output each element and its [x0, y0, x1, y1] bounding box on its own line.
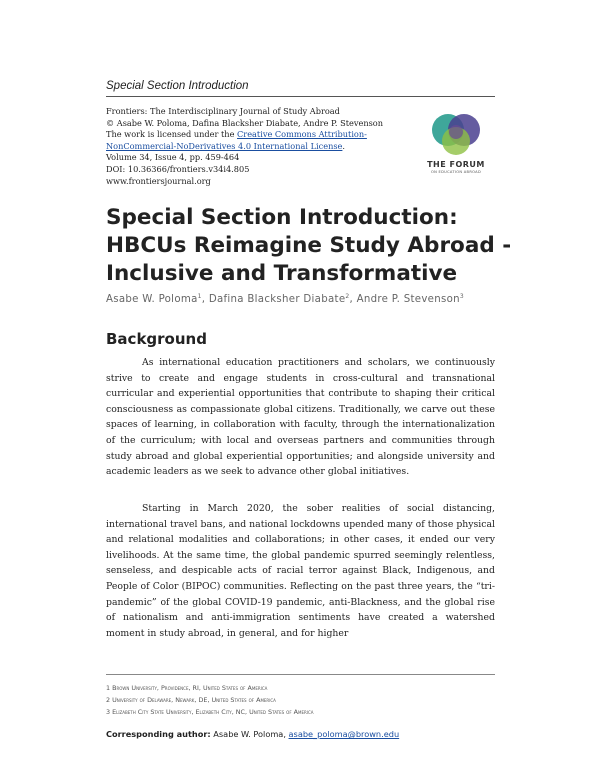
license-line-1	[106, 129, 406, 141]
title-line-1: Special Section Introduction:	[106, 205, 458, 230]
volume-info: Volume 34, Issue 4, pp. 459-464	[106, 152, 240, 163]
body-paragraph: As international education practitioners and scholars, we continuously strive to create and engage students in cross-cultural and transnational curricular and experiential opportunities that contribute to shaping their critical consciousness as compassionate global citizens. Traditionally, we carve out these spaces of learning, in collaboration with faculty, through the internationalization of the curriculum; with local and overseas partners and communities through study abroad and global experiential opportunities; and alongside university and academic leaders as we seek to advance other global initiatives.	[106, 357, 495, 478]
article-title	[106, 204, 512, 288]
title-line-2: HBCUs Reimagine Study Abroad -	[106, 233, 512, 258]
license-suffix: .	[342, 140, 346, 151]
corresponding-email-link[interactable]: asabe_poloma@brown.edu	[288, 729, 400, 739]
running-head-rule	[106, 96, 495, 97]
license-link-part-2[interactable]: NonCommercial-NoDerivatives 4.0 International License	[106, 140, 343, 151]
footnote-rule	[106, 674, 495, 675]
forum-logo-icon	[420, 108, 492, 160]
copyright-line: © Asabe W. Poloma, Dafina Blacksher Diabate, Andre P. Stevenson	[106, 117, 383, 128]
doi: DOI: 10.36366/frontiers.v34i4.805	[106, 163, 250, 174]
author-affiliation-mark: 3	[459, 293, 464, 300]
journal-name: Frontiers: The Interdisciplinary Journal of Study Abroad	[106, 106, 340, 116]
journal-website: www.frontiersjournal.org	[106, 175, 211, 186]
footnote: 1 Brown University, Providence, RI, United States of America	[106, 684, 268, 692]
corresponding-name: Asabe W. Poloma,	[210, 729, 289, 739]
license-link-part-1[interactable]: Creative Commons Attribution-	[237, 129, 367, 140]
license-prefix: The work is licensed under the	[106, 129, 238, 140]
logo-wordmark: THE FORUM	[427, 160, 485, 169]
article-metadata	[106, 106, 406, 187]
body-paragraph: Starting in March 2020, the sober realities of social distancing, international travel bans, and national lockdowns upended many of those physical and relational modalities and collaborations; in other cases, it ended our very livelihoods. At the same time, the global pandemic spurred seemingly relentless, senseless, and despicable acts of racial terror against Black, Indigenous, and People of Color (BIPOC) communities. Reflecting on the past three years, the “tri-pandemic” of the global COVID-19 pandemic, anti-Blackness, and the global rise of nationalism and anti-immigration sentiments have created a watershed moment in study abroad, in general, and for higher	[106, 503, 495, 639]
author-name: Andre P. Stevenson	[356, 294, 460, 305]
footnote: 3 Elizabeth City State University, Elizabeth City, NC, United States of America	[106, 708, 314, 716]
license-line-2	[106, 141, 406, 153]
logo-subtitle: ON EDUCATION ABROAD	[430, 170, 482, 174]
section-heading: Background	[106, 330, 207, 348]
author-affiliation-mark: 1	[197, 293, 202, 300]
title-line-3: Inclusive and Transformative	[106, 261, 458, 286]
author-name: Dafina Blacksher Diabate	[208, 294, 346, 305]
author-name: Asabe W. Poloma	[106, 294, 198, 305]
footnote: 2 University of Delaware, Newark, DE, United States of America	[106, 696, 276, 704]
corresponding-label: Corresponding author:	[106, 729, 211, 739]
author-list: Asabe W. Poloma$^1$, Dafina Blacksher Diabate$^2$, Andre P. Stevenson$^3$	[106, 293, 464, 305]
corresponding-author	[106, 729, 399, 739]
affiliation-footnotes	[106, 682, 495, 718]
running-head: Special Section Introduction	[106, 80, 249, 92]
author-affiliation-mark: 2	[345, 293, 350, 300]
